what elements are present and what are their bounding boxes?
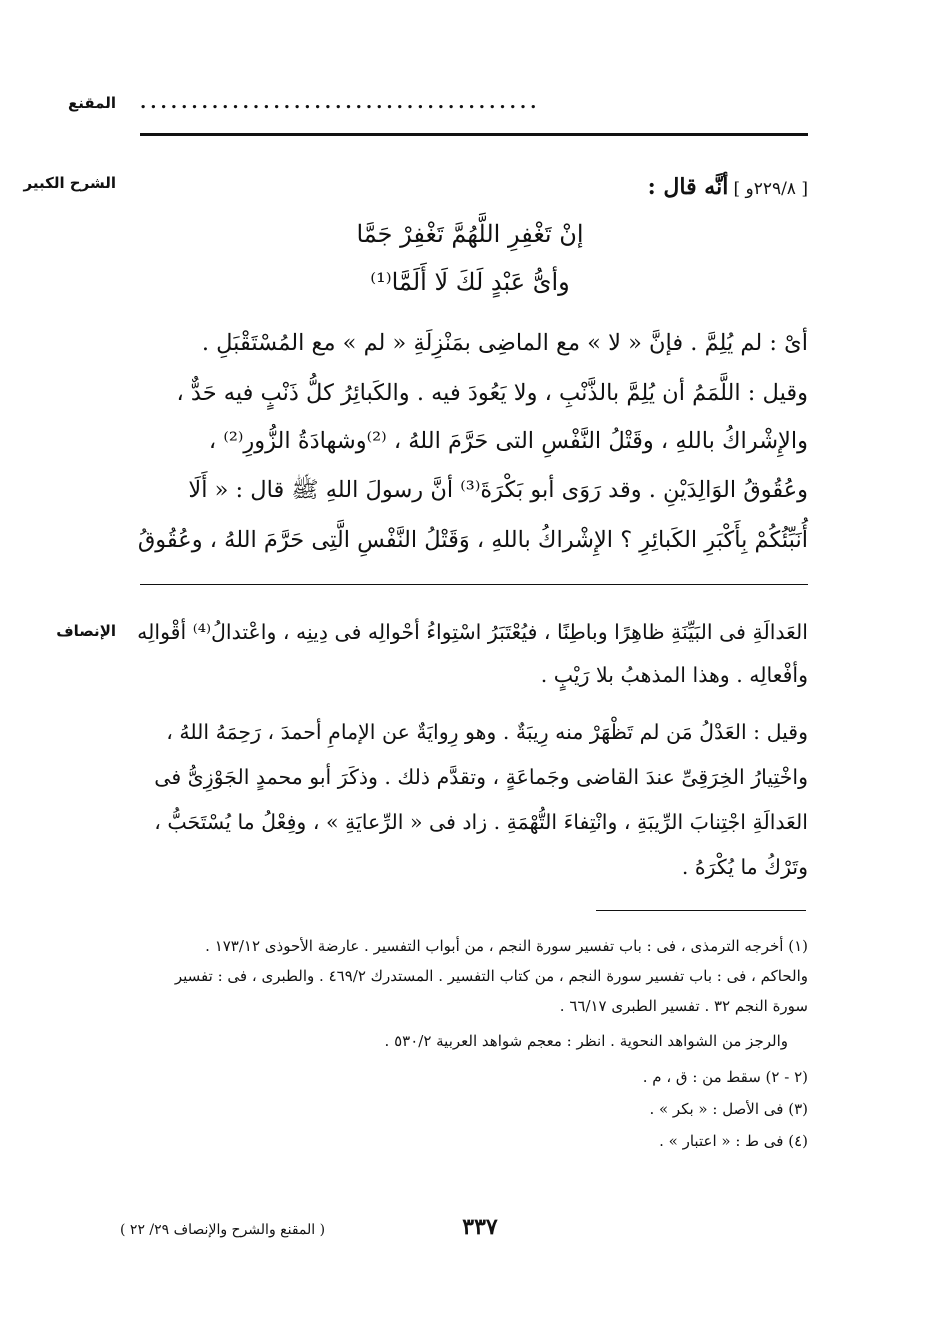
footnote-4: (٤) فى ط : « اعتبار » . — [659, 1132, 808, 1150]
footnote-3: (٣) فى الأصل : « بكر » . — [649, 1100, 808, 1118]
footnote-1-cont: والحاكم ، فى : باب تفسير سورة النجم ، من كتاب التفسير . المستدرك ٤٦٩/٢ . والطبرى ، فى : تفسير — [174, 967, 808, 985]
header-rule — [140, 133, 808, 136]
insaf-p2-line-2: واخْتِيارُ الخِرَقِىِّ عندَ القاضى وجَماعَةٍ ، وتقدَّم ذلك . وذكَرَ أبو محمدٍ الجَوْزِىُّ فى — [154, 765, 808, 789]
sharh-side-label: الشرح الكبير — [23, 174, 116, 192]
sharh-intro — [308, 174, 808, 200]
section-divider — [140, 584, 808, 585]
volume-citation: ( المقنع والشرح والإنصاف ٢٩/ ٢٢ ) — [120, 1222, 326, 1238]
page-number: ٣٣٧ — [462, 1214, 498, 1240]
sharh-line-2: وقيل : اللَّمَمُ أن يُلِمَّ بالذَّنْبِ ، ولا يَعُودَ فيه . والكَبائِرُ كلُّ ذَنْبٍ فيه حَدٌّ ، — [176, 380, 808, 406]
book-title: المقنع — [68, 94, 116, 112]
manuscript-ref: [ ٢٢٩/٨و ] — [733, 179, 808, 199]
footnote-1-cont2: سورة النجم ٣٢ . تفسير الطبرى ٦٦/١٧ . — [559, 997, 808, 1015]
insaf-p2-line-4: وتَرْكُ ما يُكْرَهُ . — [681, 855, 808, 879]
sharh-line-3: والإِشْراكُ باللهِ ، وقَتْلُ النَّفْسِ التى حَرَّمَ اللهُ ، ⁽²⁾وشهادَةُ الزُّورِ⁽²⁾ ، — [208, 428, 808, 454]
sharh-line-4: وعُقُوقُ الوَالِدَيْنِ . وقد رَوَى أبو بَكْرَةَ⁽³⁾ أنَّ رسولَ اللهِ ﷺ قال : « أَلَا — [188, 477, 808, 503]
verse-line-2: وأىُّ عَبْدٍ لَكَ لَا أَلَمَّا⁽¹⁾ — [370, 268, 570, 296]
insaf-p2-line-3: العَدالَةِ اجْتِنابَ الرِّيبَةِ ، وانْتِفاءَ التُّهْمَةِ . زاد فى « الرِّعايَةِ » ، وفِعْلُ ما يُسْتَحَبُّ ، — [154, 810, 808, 834]
footnote-2: (٢ - ٢) سقط من : ق ، م . — [642, 1068, 808, 1086]
insaf-p1-line-2: وأفْعالِه . وهذا المذهبُ بلا رَيْبٍ . — [540, 663, 808, 687]
header-dots: ....................................... — [140, 92, 541, 113]
sharh-line-1: أىْ : لم يُلِمَّ . فإنَّ « لا » مع الماضِى بمَنْزِلَةِ « لم » مع المُسْتَقْبَلِ . — [201, 330, 808, 356]
footnote-1: (١) أخرجه الترمذى ، فى : باب تفسير سورة النجم ، من أبواب التفسير . عارضة الأحوذى ١٧٣/١٢ . — [205, 937, 808, 955]
insaf-p2-line-1: وقيل : العَدْلُ مَن لم تَظْهَرْ منه رِيبَةٌ . وهو رِوايَةٌ عن الإمامِ أحمدَ ، رَحِمَهُ اللهُ ، — [166, 720, 808, 744]
insaf-side-label: الإنصاف — [56, 622, 116, 640]
insaf-p1-line-1: العَدالَةِ فى البَيِّنَةِ ظاهِرًا وباطِنًا ، فيُعْتَبَرُ اسْتِواءُ أحْوالِه فى دِينِه ، واعْتدالُ⁽⁴⁾ أقْوالِه — [137, 620, 808, 644]
footnote-rule — [596, 910, 806, 911]
footnote-1-note: والرجز من الشواهد النحوية . انظر : معجم شواهد العربية ٥٣٠/٢ . — [384, 1032, 788, 1050]
intro-text: أنَّه قال : — [647, 174, 729, 200]
sharh-line-5: أُنَبِّئُكُمْ بِأَكْبَرِ الكَبائِرِ ؟ الإِشْراكُ باللهِ ، وَقَتْلُ النَّفْسِ الَّتِى حَرَّمَ اللهُ ، وعُقُوقُ — [137, 527, 808, 553]
verse-line-1: إنْ تَغْفِرِ اللَّهُمَّ تَغْفِرْ جَمَّا — [356, 220, 584, 248]
